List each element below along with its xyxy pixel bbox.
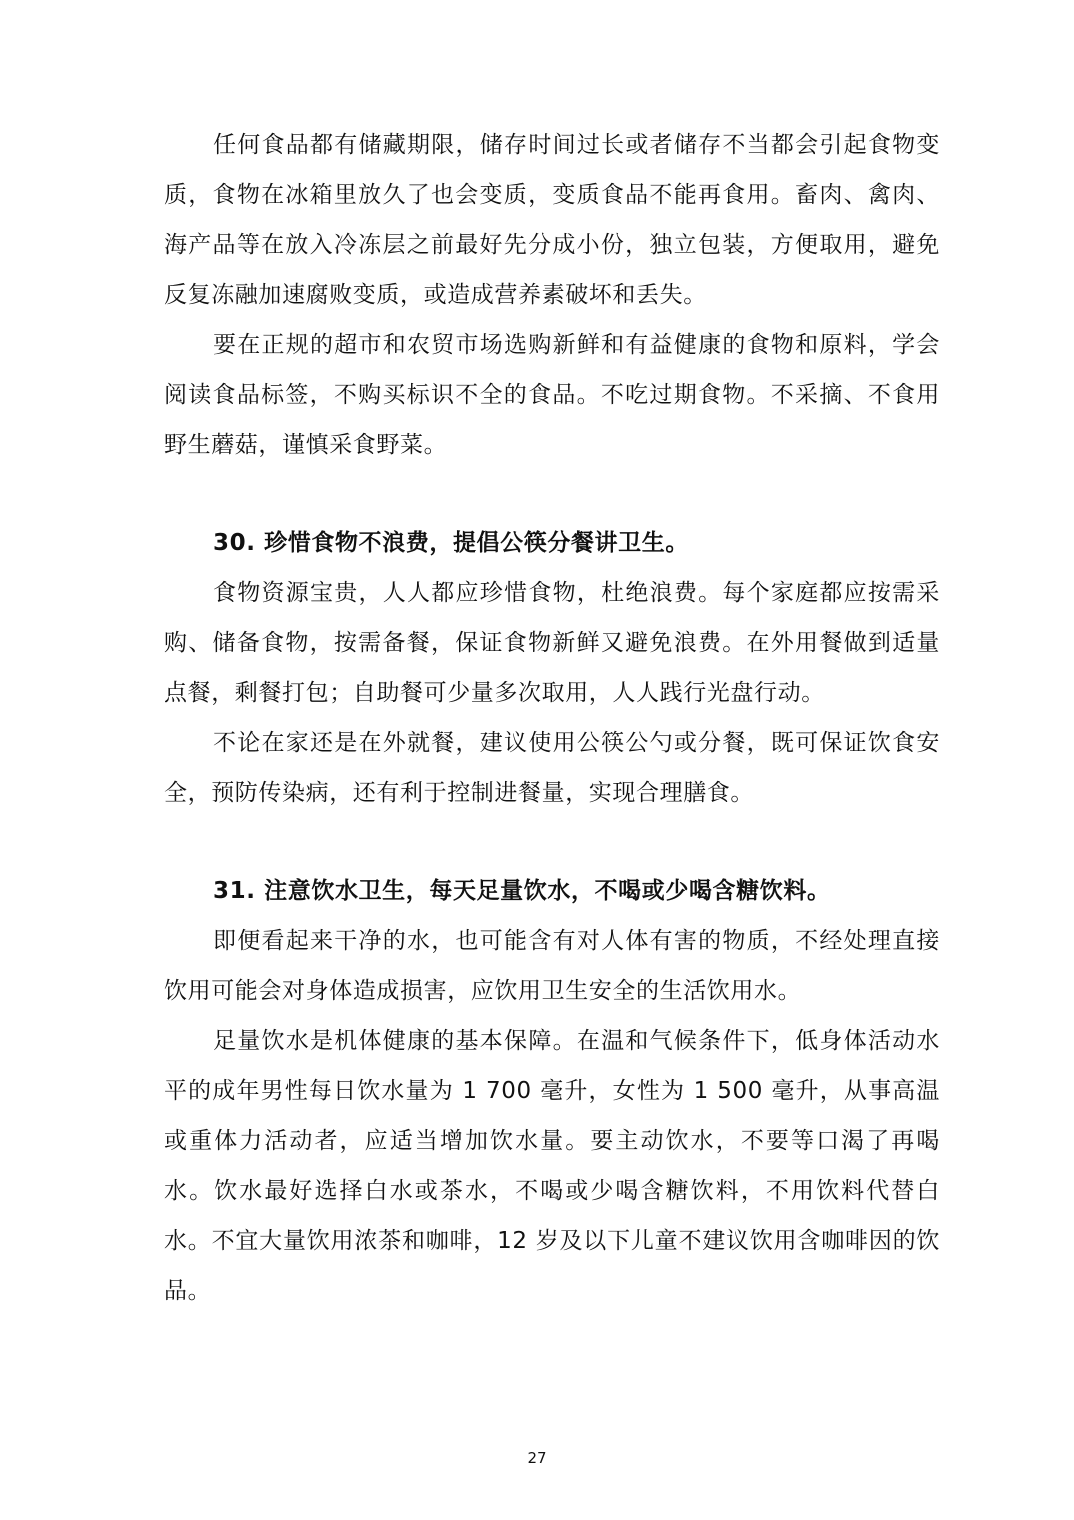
- section-spacer: [164, 818, 940, 866]
- page-number: 27: [527, 1449, 547, 1467]
- page-body: [164, 120, 940, 1316]
- section-30: [164, 518, 940, 818]
- paragraph: 食物资源宝贵，人人都应珍惜食物，杜绝浪费。每个家庭都应按需采购、储备食物，按需备餐，保证食物新鲜又避免浪费。在外用餐做到适量点餐，剩餐打包；自助餐可少量多次取用，人人践行光盘行动。: [164, 580, 940, 706]
- paragraph: 足量饮水是机体健康的基本保障。在温和气候条件下，低身体活动水平的成年男性每日饮水量为 1 700 毫升，女性为 1 500 毫升，从事高温或重体力活动者，应适当增加饮水量。要主动饮水，不要等口渴了再喝水。饮水最好选择白水或茶水，不喝或少喝含糖饮料，不用饮料代替白水。不宜大量饮用浓茶和咖啡，12 岁及以下儿童不建议饮用含咖啡因的饮品。: [164, 1028, 940, 1304]
- section-heading-31: 31. 注意饮水卫生，每天足量饮水，不喝或少喝含糖饮料。: [213, 878, 831, 904]
- section-31: [164, 866, 940, 1316]
- paragraph: 不论在家还是在外就餐，建议使用公筷公勺或分餐，既可保证饮食安全，预防传染病，还有利于控制进餐量，实现合理膳食。: [164, 730, 940, 806]
- paragraph: 即便看起来干净的水，也可能含有对人体有害的物质，不经处理直接饮用可能会对身体造成损害，应饮用卫生安全的生活饮用水。: [164, 928, 940, 1004]
- paragraph: 任何食品都有储藏期限，储存时间过长或者储存不当都会引起食物变质，食物在冰箱里放久了也会变质，变质食品不能再食用。畜肉、禽肉、海产品等在放入冷冻层之前最好先分成小份，独立包装，方便取用，避免反复冻融加速腐败变质，或造成营养素破坏和丢失。: [164, 132, 940, 308]
- section-heading-30: 30. 珍惜食物不浪费，提倡公筷分餐讲卫生。: [213, 530, 689, 556]
- section-spacer: [164, 470, 940, 518]
- paragraph: 要在正规的超市和农贸市场选购新鲜和有益健康的食物和原料，学会阅读食品标签，不购买标识不全的食品。不吃过期食物。不采摘、不食用野生蘑菇，谨慎采食野菜。: [164, 332, 940, 458]
- section-food-storage: [164, 120, 940, 470]
